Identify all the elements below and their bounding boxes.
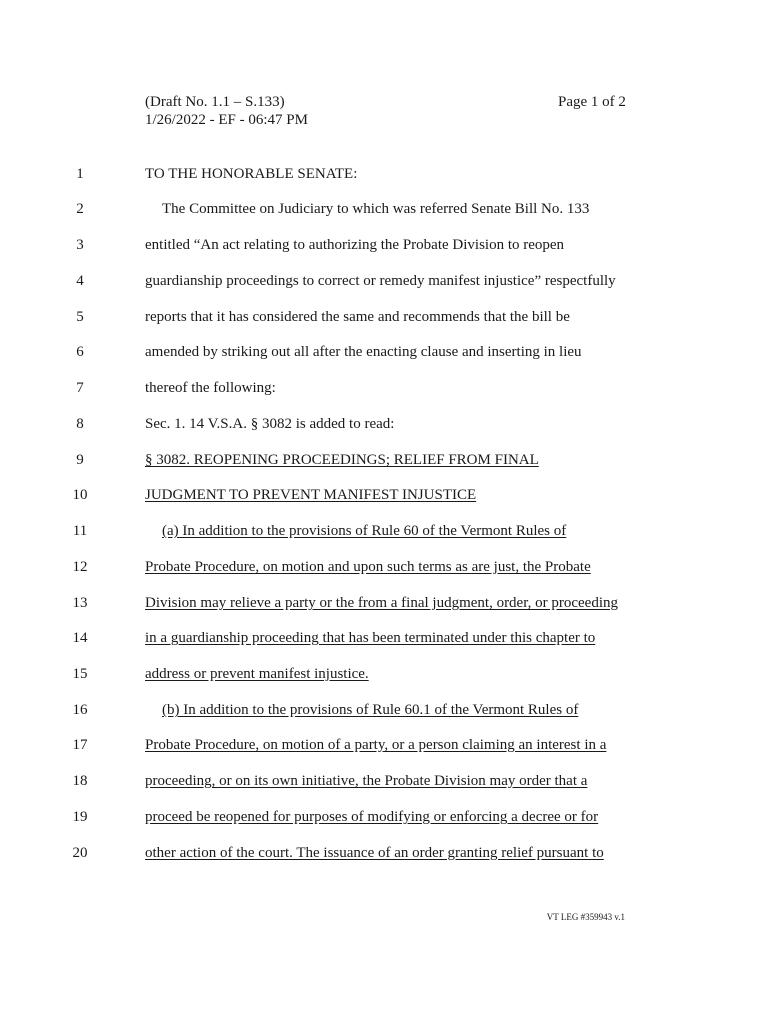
line-text: Probate Procedure, on motion of a party, or a person claiming an interest in a xyxy=(145,737,607,753)
document-line xyxy=(0,734,770,756)
line-text: Division may relieve a party or the from a final judgment, order, or proceeding xyxy=(145,595,618,611)
line-text: entitled “An act relating to authorizing the Probate Division to reopen xyxy=(145,237,565,253)
line-text: § 3082. REOPENING PROCEEDINGS; RELIEF FROM FINAL xyxy=(145,452,539,468)
document-line xyxy=(0,306,770,328)
document-line xyxy=(0,520,770,542)
line-number: 10 xyxy=(72,487,88,503)
line-number: 20 xyxy=(72,845,88,861)
document-line xyxy=(0,234,770,256)
line-number: 8 xyxy=(76,416,84,432)
line-number: 15 xyxy=(72,666,88,682)
page-number: Page 1 of 2 xyxy=(558,94,626,110)
line-number: 19 xyxy=(72,809,88,825)
line-number: 5 xyxy=(76,309,84,325)
document-line xyxy=(0,842,770,864)
line-number: 1 xyxy=(76,166,84,182)
line-text: amended by striking out all after the enacting clause and inserting in lieu xyxy=(145,344,582,360)
document-line xyxy=(0,449,770,471)
line-text: TO THE HONORABLE SENATE: xyxy=(145,166,358,182)
line-number: 18 xyxy=(72,773,88,789)
line-number: 12 xyxy=(72,559,88,575)
document-line xyxy=(0,198,770,220)
draft-date: 1/26/2022 - EF - 06:47 PM xyxy=(145,112,308,128)
document-footer-id: VT LEG #359943 v.1 xyxy=(546,912,625,922)
document-line xyxy=(0,770,770,792)
line-number: 7 xyxy=(76,380,84,396)
line-number: 16 xyxy=(72,702,88,718)
document-line xyxy=(0,163,770,185)
document-line xyxy=(0,592,770,614)
line-number: 6 xyxy=(76,344,84,360)
line-text: JUDGMENT TO PREVENT MANIFEST INJUSTICE xyxy=(145,487,477,503)
document-line xyxy=(0,699,770,721)
line-number: 2 xyxy=(76,201,84,217)
line-text: The Committee on Judiciary to which was referred Senate Bill No. 133 xyxy=(162,201,590,217)
line-text: proceeding, or on its own initiative, the Probate Division may order that a xyxy=(145,773,588,789)
line-number: 11 xyxy=(72,523,88,539)
line-text: reports that it has considered the same and recommends that the bill be xyxy=(145,309,570,325)
document-line xyxy=(0,484,770,506)
document-line xyxy=(0,270,770,292)
line-text: address or prevent manifest injustice. xyxy=(145,666,369,682)
line-number: 9 xyxy=(76,452,84,468)
document-line xyxy=(0,341,770,363)
line-text: Sec. 1. 14 V.S.A. § 3082 is added to read: xyxy=(145,416,395,432)
line-text: Probate Procedure, on motion and upon such terms as are just, the Probate xyxy=(145,559,591,575)
document-line xyxy=(0,413,770,435)
line-number: 13 xyxy=(72,595,88,611)
draft-number: (Draft No. 1.1 – S.133) xyxy=(145,94,285,110)
line-number: 14 xyxy=(72,630,88,646)
line-text: other action of the court. The issuance of an order granting relief pursuant to xyxy=(145,845,604,861)
document-line xyxy=(0,627,770,649)
line-text: (b) In addition to the provisions of Rule 60.1 of the Vermont Rules of xyxy=(162,702,579,718)
document-line xyxy=(0,663,770,685)
line-text: proceed be reopened for purposes of modifying or enforcing a decree or for xyxy=(145,809,599,825)
line-number: 3 xyxy=(76,237,84,253)
line-text: in a guardianship proceeding that has been terminated under this chapter to xyxy=(145,630,596,646)
line-number: 17 xyxy=(72,737,88,753)
line-text: guardianship proceedings to correct or remedy manifest injustice” respectfully xyxy=(145,273,616,289)
document-line xyxy=(0,377,770,399)
document-line xyxy=(0,806,770,828)
document-line xyxy=(0,556,770,578)
line-text: (a) In addition to the provisions of Rule 60 of the Vermont Rules of xyxy=(162,523,567,539)
line-number: 4 xyxy=(76,273,84,289)
line-text: thereof the following: xyxy=(145,380,276,396)
